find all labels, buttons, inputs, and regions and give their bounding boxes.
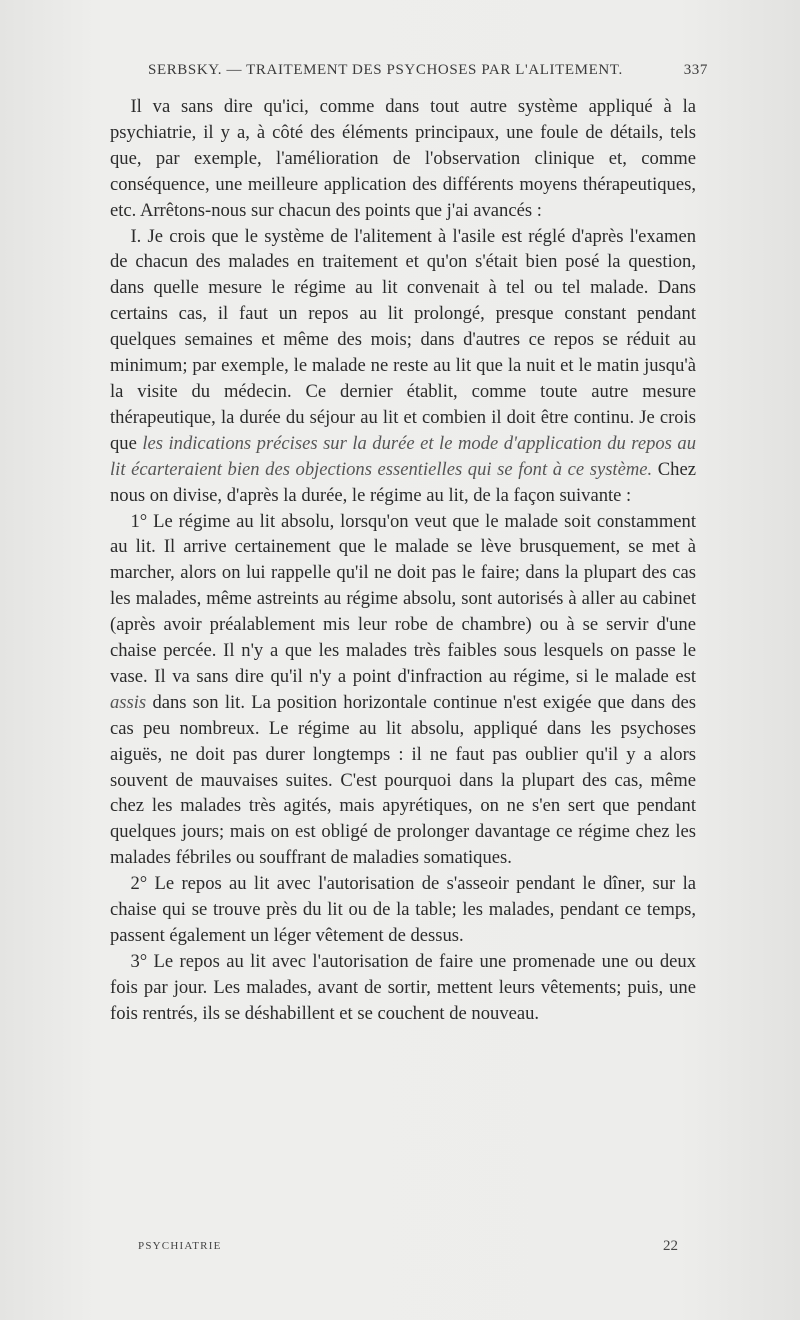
signature-number: 22 [663,1238,678,1254]
page-number: 337 [683,62,708,78]
italic-emphasis-indications: les indications précises sur la durée et le mode d'application du repos au lit écarteraient bien des objections essentielles qui se font à ce système. [110,432,696,480]
paragraph-regime-3 [110,949,696,1027]
main-text [110,94,696,1027]
paragraph-section-1-start: I. Je crois que le système de l'alitement à l'asile est réglé d'après l'examen de chacun des malades en traitement et qu'on s'était bien posé la question, dans quelle mesure le régime au lit convenait à tel ou tel malade. Dans certains cas, il faut un repos au lit prolongé, presque constant pendant quelques semaines et même des mois; dans d'autres ce repos se réduit au minimum; par exemple, le malade ne reste au lit que la nuit et le matin jusqu'à la visite du médecin. Ce dernier établit, comme toute autre mesure thérapeutique, la durée du séjour au lit et combien il doit être continu. Je crois que [110,225,696,454]
paragraph-intro [110,94,696,224]
paragraph-regime-1 [110,509,696,872]
signature-label: PSYCHIATRIE [138,1240,222,1252]
paragraph-regime-2 [110,871,696,949]
italic-emphasis-assis: assis [110,691,147,713]
page-footer [138,1238,678,1260]
paragraph-section-1-end: Chez nous on divise, d'après la durée, le régime au lit, de la façon suivante : [110,458,696,506]
paragraph-intro-text: Il va sans dire qu'ici, comme dans tout autre système appliqué à la psychiatrie, il y a, à côté des éléments principaux, une foule de détails, tels que, par exemple, l'amélioration de l'observation clinique et, comme conséquence, une meilleure application des différents moyens thérapeutiques, etc. Arrêtons-nous sur chacun des points que j'ai avancés : [110,96,696,221]
paragraph-section-1 [110,224,696,509]
running-title: SERBSKY. — TRAITEMENT DES PSYCHOSES PAR L'ALITEMENT. [148,62,623,78]
paragraph-regime-3-text: 3° Le repos au lit avec l'autorisation de faire une promenade une ou deux fois par jour. Les malades, avant de sortir, mettent leurs vêtements; puis, une fois rentrés, ils se déshabillent et se couchent de nouveau. [110,950,696,1024]
running-header [148,62,708,86]
paragraph-regime-1-start: 1° Le régime au lit absolu, lorsqu'on veut que le malade soit constamment au lit. Il arrive certainement que le malade se lève brusquement, se met à marcher, alors on lui rappelle qu'il ne doit pas le faire; dans la plupart des cas les malades, même astreints au régime absolu, sont autorisés à aller au cabinet (après avoir préalablement mis leur robe de chambre) ou à se servir d'une chaise percée. Il n'y a que les malades très faibles sous lesquels on passe le vase. Il va sans dire qu'il n'y a point d'infraction au régime, si le malade est [110,510,696,687]
paragraph-regime-2-text: 2° Le repos au lit avec l'autorisation de s'asseoir pendant le dîner, sur la chaise qui se trouve près du lit ou de la table; les malades, pendant ce temps, passent également un léger vêtement de dessus. [110,873,696,946]
paragraph-regime-1-end: dans son lit. La position horizontale continue n'est exigée que dans des cas peu nombreux. Le régime au lit absolu, appliqué dans les psychoses aiguës, ne doit pas durer longtemps : il ne faut pas oublier qu'il y a alors souvent de mauvaises suites. C'est pourquoi dans la plupart des cas, même chez les malades très agités, mais apyrétiques, on ne s'en sert que pendant quelques jours; mais on est obligé de prolonger davantage ce régime chez les malades fébriles ou souffrant de maladies somatiques. [110,691,697,869]
